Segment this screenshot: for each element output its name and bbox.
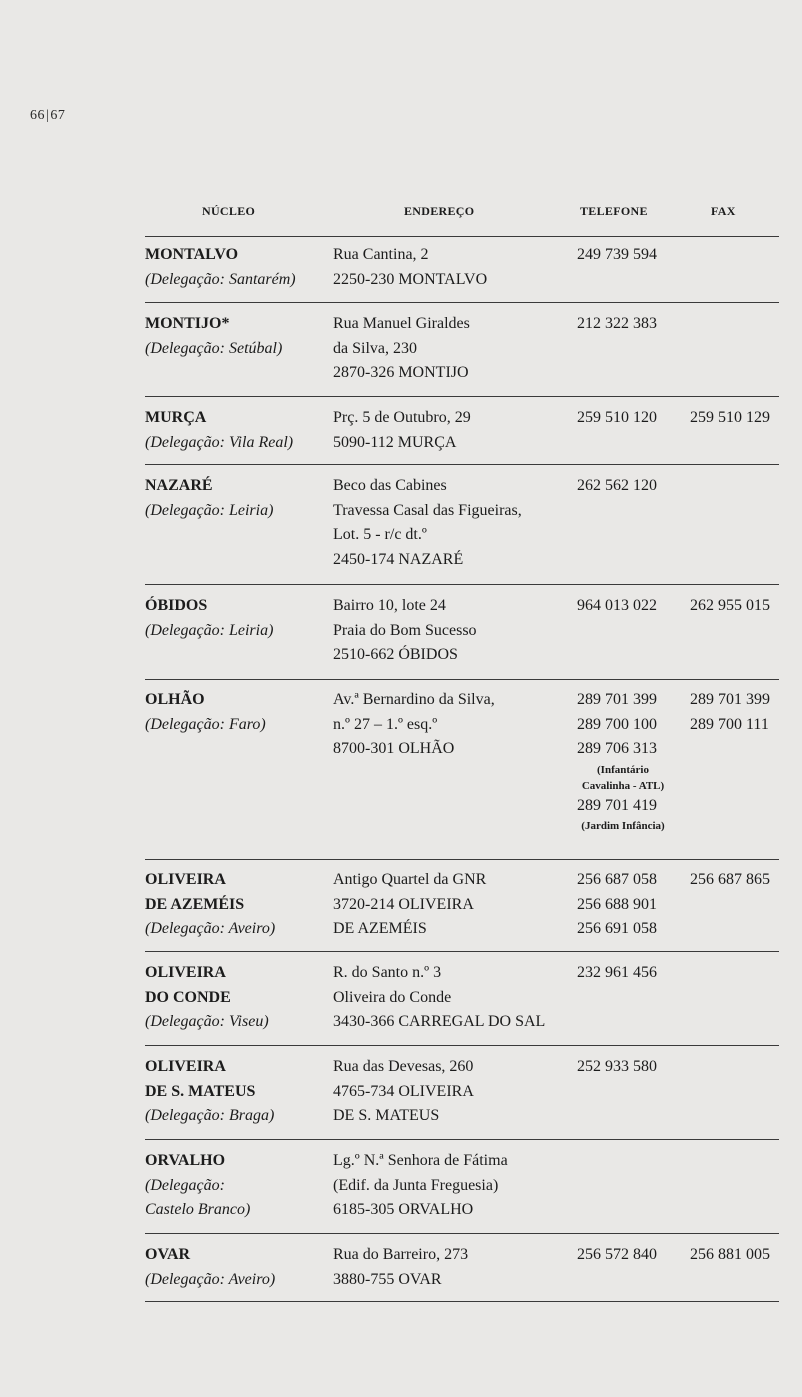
nucleo-name: ÓBIDOS bbox=[145, 597, 208, 614]
delegacao: (Delegação: Viseu) bbox=[145, 1013, 269, 1031]
row-rule bbox=[145, 396, 779, 397]
address-line: da Silva, 230 bbox=[333, 339, 417, 357]
address-line: 4765-734 OLIVEIRA bbox=[333, 1082, 474, 1100]
address-line: DE S. MATEUS bbox=[333, 1107, 440, 1125]
delegacao: (Delegação: Aveiro) bbox=[145, 1270, 276, 1288]
address-line: R. do Santo n.º 3 bbox=[333, 964, 442, 981]
delegacao: Castelo Branco) bbox=[145, 1201, 251, 1219]
address-line: 5090-112 MURÇA bbox=[333, 433, 457, 451]
address-line: Lot. 5 - r/c dt.º bbox=[333, 526, 427, 544]
nucleo-name: ORVALHO bbox=[145, 1152, 226, 1169]
header-telefone: TELEFONE bbox=[580, 204, 648, 218]
page-number: 66|67 bbox=[30, 108, 66, 123]
table-header bbox=[0, 204, 802, 224]
delegacao: (Delegação: Leiria) bbox=[145, 621, 274, 639]
address-line: 3430-366 CARREGAL DO SAL bbox=[333, 1013, 546, 1031]
address-line: Prç. 5 de Outubro, 29 bbox=[333, 409, 471, 426]
phone: 256 691 058 bbox=[577, 920, 657, 938]
row-rule bbox=[145, 236, 779, 237]
delegacao: (Delegação: Setúbal) bbox=[145, 339, 283, 357]
address-line: Beco das Cabines bbox=[333, 477, 447, 494]
row-rule bbox=[145, 1233, 779, 1234]
address-line: Oliveira do Conde bbox=[333, 988, 452, 1006]
address-line: Av.ª Bernardino da Silva, bbox=[333, 691, 495, 708]
address-line: 3880-755 OVAR bbox=[333, 1270, 442, 1288]
fax: 259 510 129 bbox=[690, 409, 770, 426]
address-line: 2870-326 MONTIJO bbox=[333, 364, 469, 382]
address-line: Lg.º N.ª Senhora de Fátima bbox=[333, 1152, 508, 1169]
nucleo-name: DE S. MATEUS bbox=[145, 1082, 256, 1100]
address-line: Bairro 10, lote 24 bbox=[333, 597, 446, 614]
delegacao: (Delegação: Santarém) bbox=[145, 270, 296, 288]
phone: 964 013 022 bbox=[577, 597, 657, 614]
phone: 289 701 419 bbox=[577, 796, 657, 814]
fax: 289 700 111 bbox=[690, 715, 769, 733]
phone: 252 933 580 bbox=[577, 1058, 657, 1075]
nucleo-name: OLIVEIRA bbox=[145, 964, 226, 981]
phone: 249 739 594 bbox=[577, 246, 657, 263]
address-line: 2250-230 MONTALVO bbox=[333, 270, 488, 288]
delegacao: (Delegação: Faro) bbox=[145, 715, 266, 733]
nucleo-name: DO CONDE bbox=[145, 988, 231, 1006]
delegacao: (Delegação: Braga) bbox=[145, 1107, 275, 1125]
row-rule bbox=[145, 584, 779, 585]
address-line: n.º 27 – 1.º esq.º bbox=[333, 715, 438, 733]
nucleo-name: OVAR bbox=[145, 1246, 191, 1263]
row-rule bbox=[145, 302, 779, 303]
phone: 259 510 120 bbox=[577, 409, 657, 426]
phone: 232 961 456 bbox=[577, 964, 657, 981]
address-line: 6185-305 ORVALHO bbox=[333, 1201, 474, 1219]
nucleo-name: MONTIJO* bbox=[145, 315, 230, 332]
nucleo-name: OLHÃO bbox=[145, 691, 205, 708]
address-line: (Edif. da Junta Freguesia) bbox=[333, 1176, 499, 1194]
delegacao: (Delegação: bbox=[145, 1176, 225, 1194]
phone: 262 562 120 bbox=[577, 477, 657, 494]
delegacao: (Delegação: Leiria) bbox=[145, 501, 274, 519]
phone-note: Cavalinha - ATL) bbox=[581, 779, 665, 792]
phone: 289 700 100 bbox=[577, 715, 657, 733]
page-number-left: 66 bbox=[30, 108, 45, 123]
nucleo-name: NAZARÉ bbox=[145, 477, 213, 494]
row-rule bbox=[145, 1301, 779, 1302]
phone-note: (Infantário bbox=[597, 763, 649, 776]
nucleo-name: OLIVEIRA bbox=[145, 871, 226, 888]
delegacao: (Delegação: Aveiro) bbox=[145, 920, 276, 938]
fax: 256 687 865 bbox=[690, 871, 770, 888]
address-line: Travessa Casal das Figueiras, bbox=[333, 501, 522, 519]
address-line: DE AZEMÉIS bbox=[333, 920, 427, 938]
row-rule bbox=[145, 951, 779, 952]
address-line: 2510-662 ÓBIDOS bbox=[333, 646, 458, 664]
address-line: 8700-301 OLHÃO bbox=[333, 740, 455, 758]
delegacao: (Delegação: Vila Real) bbox=[145, 433, 294, 451]
address-line: Praia do Bom Sucesso bbox=[333, 621, 477, 639]
row-rule bbox=[145, 859, 779, 860]
header-endereco: ENDEREÇO bbox=[404, 204, 475, 218]
nucleo-name: OLIVEIRA bbox=[145, 1058, 226, 1075]
address-line: 3720-214 OLIVEIRA bbox=[333, 895, 474, 913]
phone: 212 322 383 bbox=[577, 315, 657, 332]
address-line: Rua das Devesas, 260 bbox=[333, 1058, 474, 1075]
row-rule bbox=[145, 464, 779, 465]
nucleo-name: MONTALVO bbox=[145, 246, 239, 263]
phone: 256 688 901 bbox=[577, 895, 657, 913]
nucleo-name: DE AZEMÉIS bbox=[145, 895, 245, 913]
address-line: Rua Manuel Giraldes bbox=[333, 315, 470, 332]
header-nucleo: NÚCLEO bbox=[202, 204, 256, 218]
row-rule bbox=[145, 1045, 779, 1046]
fax: 262 955 015 bbox=[690, 597, 770, 614]
phone: 256 572 840 bbox=[577, 1246, 657, 1263]
address-line: Rua Cantina, 2 bbox=[333, 246, 429, 263]
address-line: 2450-174 NAZARÉ bbox=[333, 550, 464, 568]
page-number-right: 67 bbox=[50, 108, 66, 123]
address-line: Rua do Barreiro, 273 bbox=[333, 1246, 469, 1263]
header-fax: FAX bbox=[711, 204, 736, 218]
row-rule bbox=[145, 679, 779, 680]
phone: 256 687 058 bbox=[577, 871, 657, 888]
row-rule bbox=[145, 1139, 779, 1140]
phone-note: (Jardim Infância) bbox=[581, 820, 665, 833]
phone: 289 701 399 bbox=[577, 691, 657, 708]
address-line: Antigo Quartel da GNR bbox=[333, 871, 487, 888]
nucleo-name: MURÇA bbox=[145, 409, 207, 426]
fax: 289 701 399 bbox=[690, 691, 770, 708]
phone: 289 706 313 bbox=[577, 740, 657, 758]
fax: 256 881 005 bbox=[690, 1246, 770, 1263]
